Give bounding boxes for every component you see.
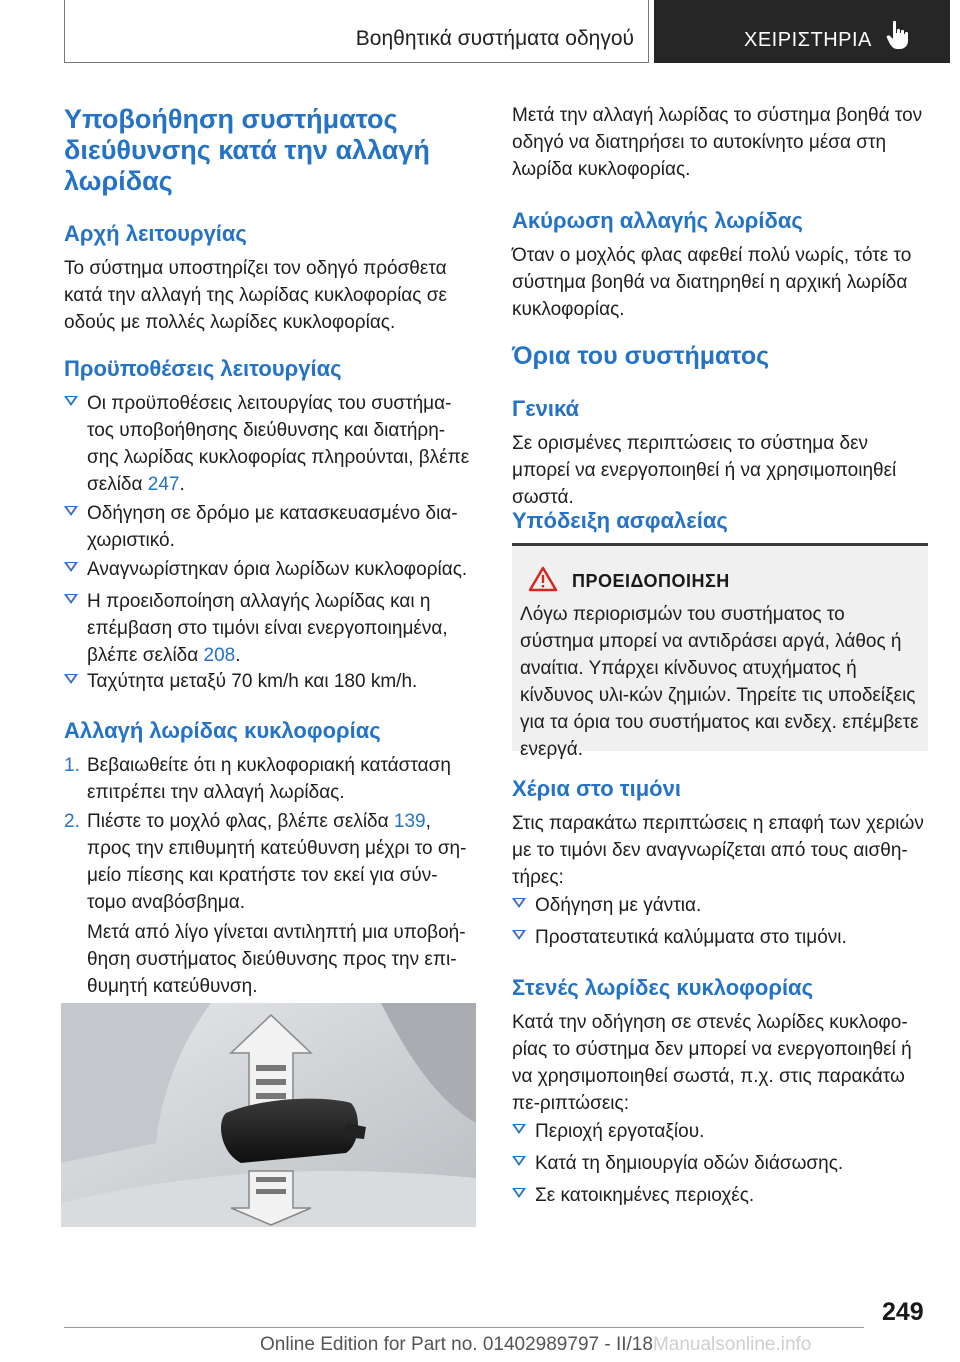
step-item: 1. Βεβαιωθείτε ότι η κυκλοφοριακή κατάσταση επιτρέπει την αλλαγή λωρίδας. [64, 755, 451, 803]
safety-heading: Υπόδειξη ασφαλείας [512, 508, 728, 533]
hand-pointer-icon [886, 20, 912, 50]
header-tab-label: ΧΕΙΡΙΣΤΗΡΙΑ [744, 29, 872, 51]
bullet-triangle-icon [512, 1156, 526, 1166]
principle-heading: Αρχή λειτουργίας [64, 221, 247, 246]
prereq-item: Η προειδοποίηση αλλαγής λωρίδας και η επέμβαση στο τιμόνι είναι ενεργοποιημένα, βλέπε σελίδα 208. [64, 588, 476, 670]
narrow-item: Περιοχή εργοταξίου. [512, 1118, 928, 1148]
warning-text: Λόγω περιορισμών του συστήματος το σύστημα μπορεί να αντιδράσει αργά, λάθος ή αναίτια. Υπάρχει κίνδυνος ατυχήματος ή κίνδυνος υλι‐κών ζημιών. Τηρείτε τις υποδείξεις για τα όρια του συστήματος και ενδεχ. επέμβετε ενεργά. [520, 604, 919, 760]
hands-item: Οδήγηση με γάντια. [512, 892, 928, 922]
narrow-item: Σε κατοικημένες περιοχές. [512, 1182, 928, 1212]
bullet-triangle-icon [64, 674, 78, 684]
header-tab [654, 0, 950, 63]
cancel-heading: Ακύρωση αλλαγής λωρίδας [512, 208, 803, 233]
general-heading: Γενικά [512, 396, 580, 421]
cancel-text: Όταν ο μοχλός φλας αφεθεί πολύ νωρίς, τότε το σύστημα βοηθά να διατηρηθεί η αρχική λωρίδα κυκλοφορίας. [512, 245, 912, 320]
bullet-triangle-icon [64, 396, 78, 406]
warning-box [512, 543, 928, 760]
principle-text: Το σύστημα υποστηρίζει τον οδηγό πρόσθετα κατά την αλλαγή της λωρίδας κυκλοφορίας σε οδούς με πολλές λωρίδες κυκλοφορίας. [64, 258, 447, 333]
bullet-triangle-icon [64, 562, 78, 572]
bullet-triangle-icon [64, 506, 78, 516]
warning-title: ΠΡΟΕΙΔΟΠΟΙΗΣΗ [572, 571, 730, 591]
page-number: 249 [882, 1298, 924, 1326]
lane-change-note: Μετά από λίγο γίνεται αντιληπτή μια υποβοή‐θηση συστήματος διεύθυνσης προς την επι‐θυμητή κατεύθυνση. [87, 922, 466, 997]
page-link[interactable]: 139 [393, 811, 426, 832]
bullet-triangle-icon [512, 1124, 526, 1134]
limits-heading: Όρια του συστήματος [512, 342, 770, 370]
prereq-item: Αναγνωρίστηκαν όρια λωρίδων κυκλοφορίας. [64, 556, 476, 586]
prereq-item: Οι προϋποθέσεις λειτουργίας του συστήμα‐τος υποβοήθησης διεύθυνσης και διατήρη‐σης λωρίδας κυκλοφορίας πληρούνται, βλέπε σελίδα 247. [64, 390, 476, 500]
general-text: Σε ορισμένες περιπτώσεις το σύστημα δεν μπορεί να ενεργοποιηθεί ή να χρησιμοποιηθεί σωστά. [512, 433, 897, 508]
turn-signal-lever-photo [61, 1003, 476, 1227]
header-section-box [64, 0, 649, 63]
hands-text: Στις παρακάτω περιπτώσεις η επαφή των χεριών με το τιμόνι δεν αναγνωρίζεται από τους αισθη‐τήρες: [512, 813, 924, 888]
hands-item: Προστατευτικά καλύμματα στο τιμόνι. [512, 924, 928, 954]
page-link[interactable]: 208 [203, 645, 236, 666]
prereq-heading: Προϋποθέσεις λειτουργίας [64, 356, 342, 381]
bullet-triangle-icon [512, 898, 526, 908]
hands-heading: Χέρια στο τιμόνι [512, 776, 681, 801]
lane-change-heading: Αλλαγή λωρίδας κυκλοφορίας [64, 718, 381, 743]
header-section-title: Βοηθητικά συστήματα οδηγού [355, 27, 634, 50]
narrow-heading: Στενές λωρίδες κυκλοφορίας [512, 975, 814, 1000]
bullet-triangle-icon [512, 1188, 526, 1198]
footer-divider [64, 1327, 864, 1328]
prereq-item: Οδήγηση σε δρόμο με κατασκευασμένο δια‐χωριστικό. [64, 500, 476, 556]
bullet-triangle-icon [64, 594, 78, 604]
page-link[interactable]: 247 [147, 474, 180, 495]
narrow-item: Κατά τη δημιουργία οδών διάσωσης. [512, 1150, 928, 1180]
footer-edition: Online Edition for Part no. 01402989797 - II/18Manualsonline.info [260, 1334, 812, 1355]
prereq-item: Ταχύτητα μεταξύ 70 km/h και 180 km/h. [64, 668, 476, 698]
step-item: 2. Πιέστε το μοχλό φλας, βλέπε σελίδα 139, προς την επιθυμητή κατεύθυνση μέχρι το ση‐μείο πίεσης και κρατήστε τον εκεί για σύν‐τομο αναβόσβημα. [64, 811, 467, 913]
narrow-text: Κατά την οδήγηση σε στενές λωρίδες κυκλοφο‐ρίας το σύστημα δεν μπορεί να ενεργοποιηθεί ή να χρησιμοποιηθεί σωστά, π.χ. στις παρακάτω πε‐ριπτώσεις: [512, 1012, 912, 1114]
warning-triangle-icon [528, 566, 558, 592]
page-title: Υποβοήθηση συστήματος διεύθυνσης κατά την αλλαγή λωρίδας [64, 104, 430, 196]
watermark: Manualsonline.info [652, 1334, 812, 1355]
bullet-triangle-icon [512, 930, 526, 940]
intro-text: Μετά την αλλαγή λωρίδας το σύστημα βοηθά τον οδηγό να διατηρήσει το αυτοκίνητο μέσα στη λωρίδα κυκλοφορίας. [512, 105, 923, 180]
